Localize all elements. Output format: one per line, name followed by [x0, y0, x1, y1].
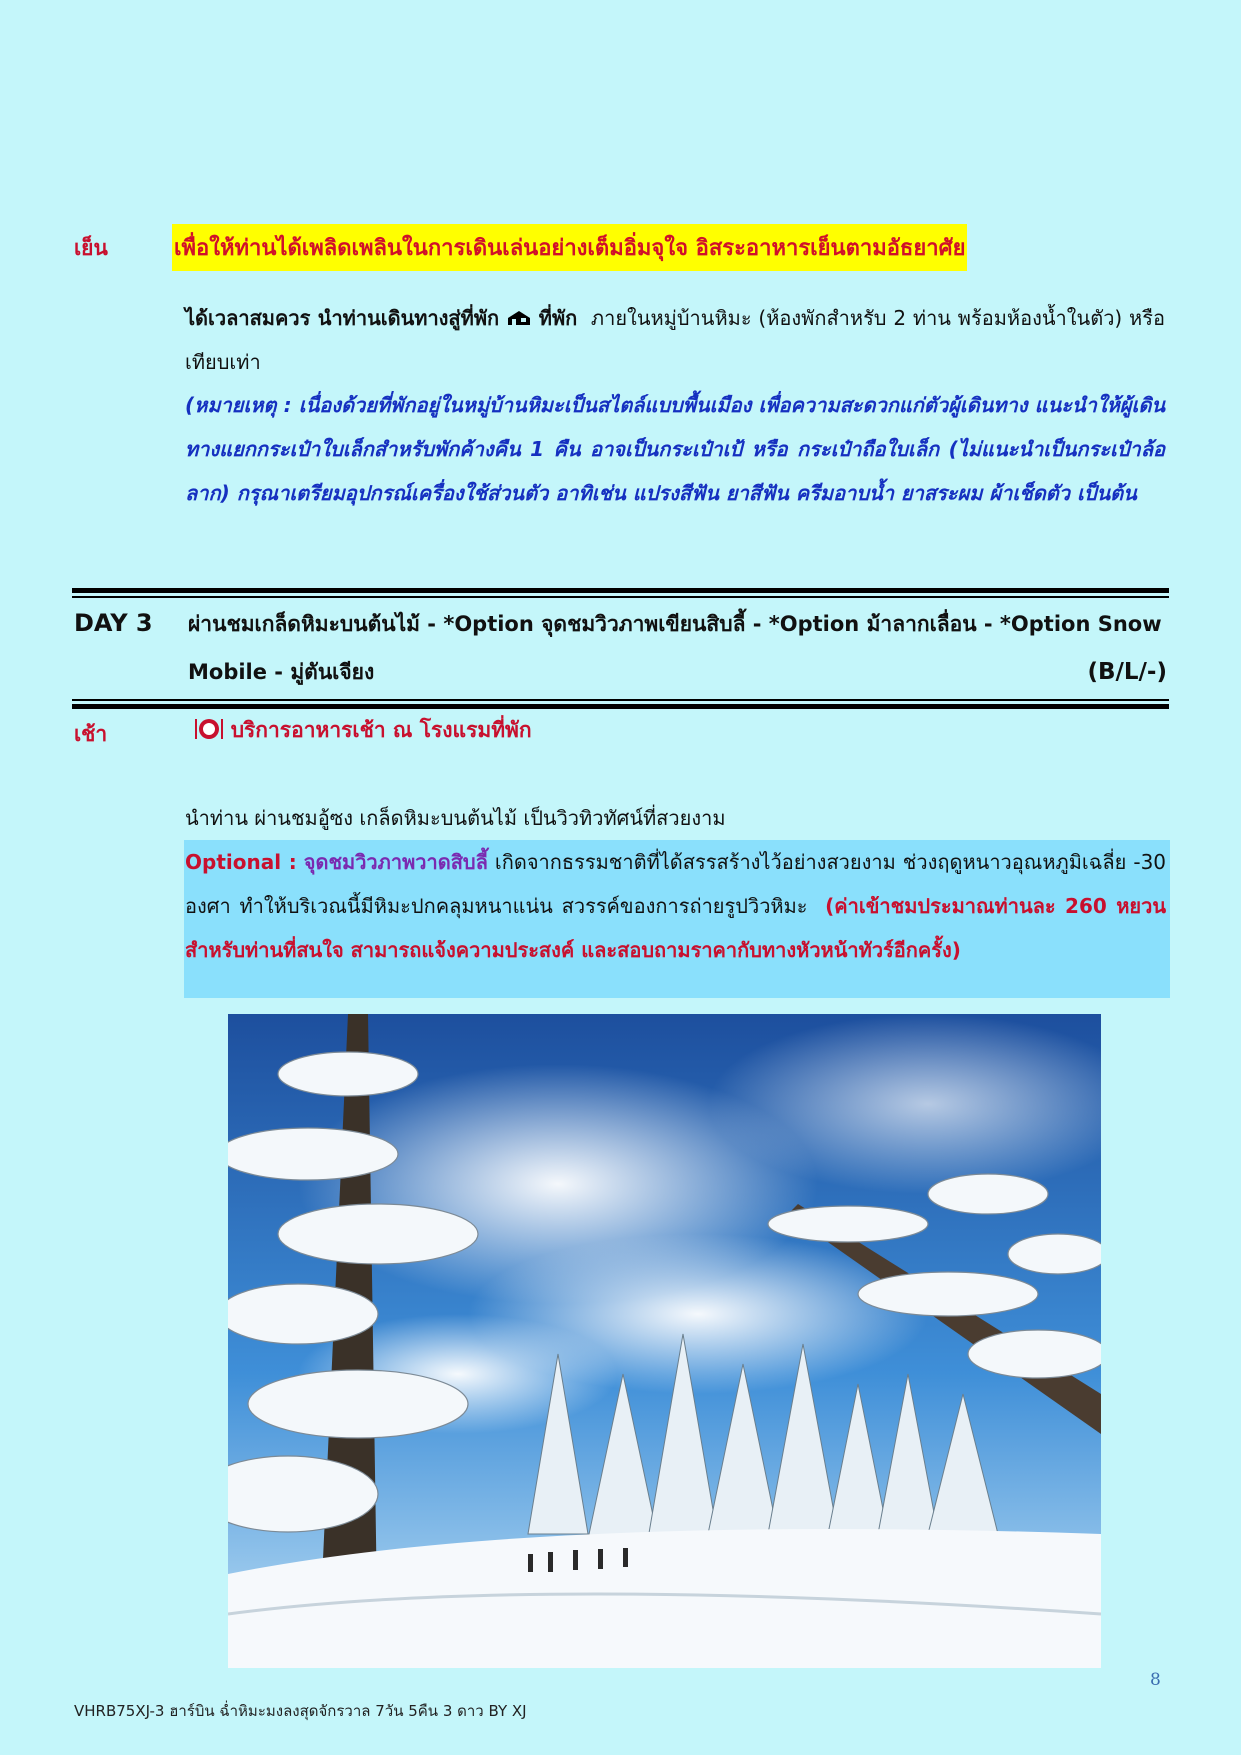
lodging-label: ที่พัก	[538, 306, 578, 330]
dining-icon	[194, 718, 231, 742]
optional-description: เกิดจากธรรมชาติที่ได้สรรสร้างไว้อย่างสวยงาม ช่วงฤดูหนาวอุณหภูมิเฉลี่ย -30 องศา ทำให้บริเวณนี้มีหิมะปกคลุมหนาแน่น สวรรค์ของการถ่ายรูปวิวหิมะ	[185, 850, 1167, 918]
optional-paragraph	[185, 840, 1166, 972]
day-label: DAY 3	[74, 609, 153, 637]
page-number: 8	[1150, 1670, 1161, 1690]
day-meals: (B/L/-)	[1087, 659, 1167, 685]
breakfast-label: เช้า	[74, 722, 108, 746]
day-title-line1: ผ่านชมเกล็ดหิมะบนต้นไม้ - *Option จุดชมวิวภาพเขียนสิบลี้ - *Option ม้าลากเลื่อน - *Option Snow	[188, 612, 1162, 636]
dinner-highlight: เพื่อให้ท่านได้เพลิดเพลินในการเดินเล่นอย่างเต็มอิ่มจุใจ อิสระอาหารเย็นตามอัธยาศัย	[172, 224, 967, 271]
lodging-lead: ได้เวลาสมควร นำท่านเดินทางสู่ที่พัก	[185, 306, 500, 330]
optional-title: จุดชมวิวภาพวาดสิบลี้	[303, 850, 488, 874]
day-title-line2: Mobile - มู่ตันเจียง	[188, 660, 375, 684]
day-rule-bottom-thick	[72, 704, 1169, 709]
breakfast-text: บริการอาหารเช้า ณ โรงแรมที่พัก	[230, 718, 532, 742]
lodging-text: ภายในหมู่บ้านหิมะ (ห้องพักสำหรับ 2 ท่าน พร้อมห้องน้ำในตัว) หรือเทียบเท่า	[185, 306, 1165, 374]
activity-intro: นำท่าน ผ่านชมอู้ซง เกล็ดหิมะบนต้นไม้ เป็นวิวทิวทัศน์ที่สวยงาม	[185, 806, 726, 830]
dinner-label: เย็น	[74, 236, 108, 260]
breakfast-line	[194, 714, 532, 747]
lodging-paragraph	[185, 296, 1165, 384]
optional-label: Optional :	[185, 850, 297, 874]
lodging-note: (หมายเหตุ : เนื่องด้วยที่พักอยู่ในหมู่บ้านหิมะเป็นสไตล์แบบพื้นเมือง เพื่อความสะดวกแก่ตัวผู้เดินทาง แนะนำให้ผู้เดินทางแยกกระเป๋าใบเล็กสำหรับพักค้างคืน 1 คืน อาจเป็นกระเป๋าเป้ หรือ กระเป๋าถือใบเล็ก (ไม่แนะนำเป็นกระเป๋าล้อลาก) กรุณาเตรียมอุปกรณ์เครื่องใช้ส่วนตัว อาทิเช่น แปรงสีฟัน ยาสีฟัน ครีมอาบน้ำ ยาสระผม ผ้าเช็ดตัว เป็นต้น	[185, 393, 1165, 505]
footer-code: VHRB75XJ-3 ฮาร์บิน ฉ่ำหิมะมงลงสุดจักรวาล 7วัน 5คืน 3 ดาว BY XJ	[74, 1702, 527, 1720]
optional-price: (ค่าเข้าชมประมาณท่านละ 260 หยวน สำหรับท่านที่สนใจ สามารถแจ้งความประสงค์ และสอบถามราคากับทางหัวหน้าทัวร์อีกครั้ง)	[185, 894, 1166, 962]
day-rule-top-thin	[72, 596, 1169, 598]
day-rule-bottom-thin	[72, 699, 1169, 701]
hotel-icon	[506, 306, 539, 330]
snow-forest-photo	[228, 1014, 1101, 1668]
day-rule-top-thick	[72, 588, 1169, 593]
